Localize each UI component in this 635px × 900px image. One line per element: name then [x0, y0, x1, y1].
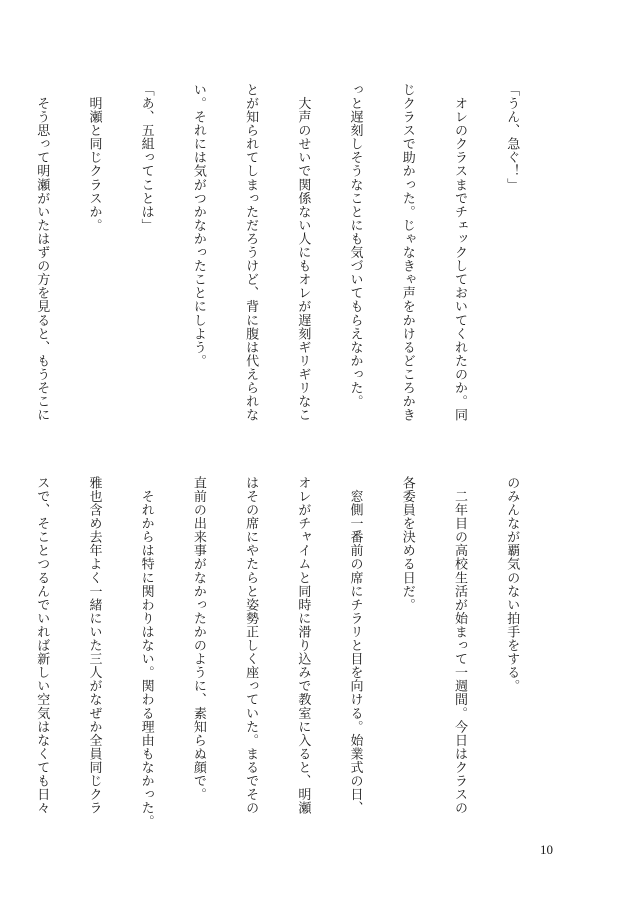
- text-column: 雅也含め去年よく一緒にいた三人がなぜか全員同じクラ: [86, 476, 102, 815]
- text-column: そう思って明瀬がいたはずの方を見ると、もうそこに: [34, 83, 50, 422]
- text-column: 直前の出来事がなかったかのように、素知らぬ顔で。: [190, 476, 206, 802]
- text-column: とが知られてしまっただろうけど、背に腹は代えられな: [243, 83, 259, 422]
- upper-text-block: [0, 83, 555, 458]
- text-column: オレがチャイムと同時に滑り込みで教室に入ると、明瀬: [295, 476, 311, 815]
- text-column: 大声のせいで関係ない人にもオレが遅刻ギリギリなこ: [295, 83, 311, 422]
- text-column: はその席にやたらと姿勢正しく座っていた。まるでその: [243, 476, 259, 815]
- text-column: 二年目の高校生活が始まって一週間。今日はクラスの: [451, 476, 467, 815]
- text-column: っと遅刻しそうなことにも気づいてもらえなかった。: [347, 83, 363, 409]
- text-column: オレのクラスまでチェックしておいてくれたのか。同: [451, 83, 467, 422]
- lower-text-block: [0, 476, 555, 831]
- text-column: 各委員を決める日だ。: [399, 476, 415, 612]
- text-column: 明瀬と同じクラスか。: [86, 83, 102, 233]
- text-column: じクラスで助かった。じゃなきゃ声をかけるどころかき: [399, 83, 415, 422]
- text-column: 「うん、急ぐ！」: [504, 83, 520, 192]
- text-column: スで、そことつるんでいれば新しい空気はなくても日々: [34, 476, 50, 815]
- text-column: それからは特に関わりはない。関わる理由もなかった。: [138, 476, 154, 829]
- text-column: い。それには気がつかなかったことにしよう。: [190, 83, 206, 368]
- text-column: のみんなが覇気のない拍手をする。: [504, 476, 520, 693]
- text-column: 窓側一番前の席にチラリと目を向ける。始業式の日、: [347, 476, 363, 815]
- text-column: 「あ、五組ってことは」: [138, 83, 154, 233]
- page-number: 10: [540, 842, 553, 857]
